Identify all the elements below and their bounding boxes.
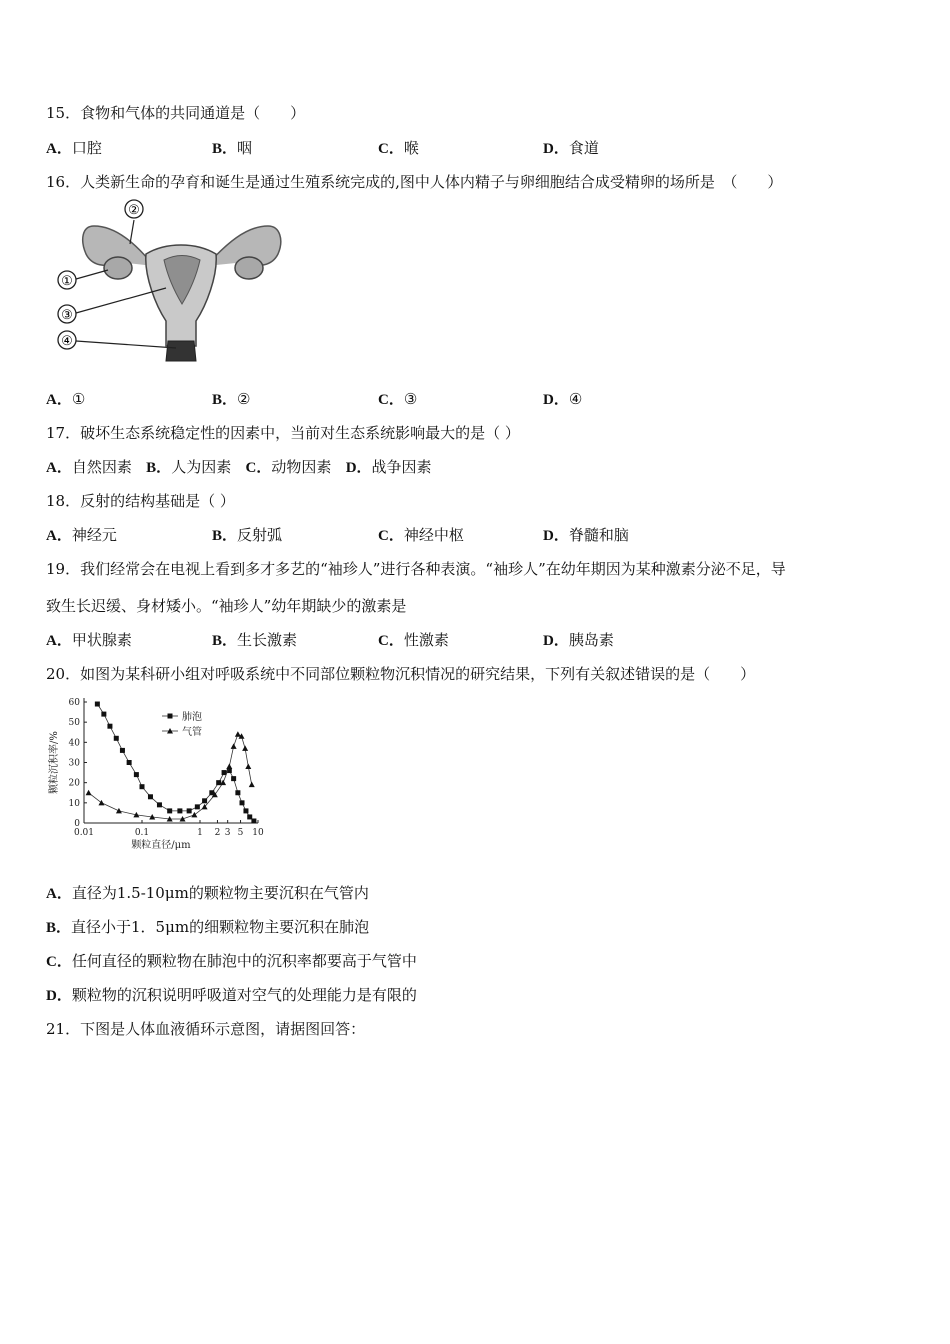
data-point-square	[202, 798, 207, 803]
data-point-square	[101, 712, 106, 717]
q16-option-c: C．③	[378, 390, 418, 408]
data-point-square	[235, 790, 240, 795]
x-tick-label: 0.01	[73, 828, 95, 838]
q15-stem: 15．食物和气体的共同通道是（ ）	[46, 104, 306, 122]
q19-stem-line1: 19．我们经常会在电视上看到多才多艺的“袖珍人”进行各种表演。“袖珍人”在幼年期因为某种激素分泌不足，导	[46, 560, 786, 578]
data-point-triangle	[86, 790, 92, 796]
data-point-square	[187, 808, 192, 813]
legend-marker-square	[168, 714, 173, 719]
figure-label-3: ③	[61, 308, 73, 323]
data-point-square	[134, 772, 139, 777]
figure-label-4: ④	[61, 334, 73, 349]
x-tick-label: 0.1	[134, 828, 150, 838]
q20-option-c: C．任何直径的颗粒物在肺泡中的沉积率都要高于气管中	[46, 952, 417, 970]
figure-label-1: ①	[61, 274, 73, 289]
x-tick-label: 3	[224, 828, 231, 838]
data-point-triangle	[249, 782, 255, 788]
data-point-square	[114, 736, 119, 741]
q18-option-c: C．神经中枢	[378, 526, 464, 544]
q16-stem: 16．人类新生命的孕育和诞生是通过生殖系统完成的,图中人体内精子与卵细胞结合成受精卵的场所是 （ ）	[46, 173, 783, 191]
q20-option-b: B．直径小于1．5μm的细颗粒物主要沉积在肺泡	[46, 918, 370, 936]
q19-option-c: C．性激素	[378, 631, 449, 649]
x-tick-label: 5	[237, 828, 244, 838]
q16-option-a: A．①	[46, 390, 86, 408]
q16-option-d: D．④	[543, 390, 583, 408]
y-tick-label: 40	[68, 738, 80, 749]
data-point-square	[120, 748, 125, 753]
data-point-triangle	[226, 764, 232, 770]
q20-option-d: D．颗粒物的沉积说明呼吸道对空气的处理能力是有限的	[46, 986, 417, 1004]
q18-option-a: A．神经元	[46, 526, 117, 544]
q19-option-b: B．生长激素	[212, 631, 298, 649]
y-tick-label: 60	[68, 698, 80, 708]
q18-stem: 18．反射的结构基础是（ ）	[46, 492, 235, 510]
legend-label-1: 气管	[182, 727, 202, 738]
y-tick-label: 20	[68, 778, 80, 789]
data-point-square	[195, 804, 200, 809]
data-point-triangle	[231, 743, 237, 749]
q17-stem: 17．破坏生态系统稳定性的因素中，当前对生态系统影响最大的是（ ）	[46, 424, 520, 442]
data-point-triangle	[242, 745, 248, 751]
q21-stem: 21．下图是人体血液循环示意图，请据图回答：	[46, 1020, 366, 1038]
particle-deposition-chart	[46, 692, 276, 867]
ovary-left	[104, 257, 132, 279]
data-point-square	[148, 794, 153, 799]
q19-stem-line2: 致生长迟缓、身材矮小。“袖珍人”幼年期缺少的激素是	[46, 597, 407, 615]
q15-option-c: C．喉	[378, 139, 419, 157]
data-point-triangle	[245, 764, 251, 770]
data-point-triangle	[235, 731, 241, 737]
data-point-square	[157, 802, 162, 807]
figure-label-2: ②	[128, 203, 140, 218]
q18-option-d: D．脊髓和脑	[543, 526, 629, 544]
q20-option-a: A．直径为1.5-10μm的颗粒物主要沉积在气管内	[46, 884, 369, 902]
y-tick-label: 50	[68, 718, 80, 729]
q19-option-a: A．甲状腺素	[46, 631, 132, 649]
data-point-square	[243, 808, 248, 813]
series-line-1	[89, 734, 252, 819]
q19-option-d: D．胰岛素	[543, 631, 614, 649]
y-tick-label: 10	[68, 798, 80, 809]
reproductive-system-figure	[46, 196, 311, 371]
data-point-square	[95, 702, 100, 707]
y-axis-label: 颗粒沉积率/%	[49, 731, 60, 794]
vagina	[166, 341, 196, 361]
ovary-right	[235, 257, 263, 279]
data-point-triangle	[191, 812, 197, 818]
data-point-square	[127, 760, 132, 765]
x-tick-label: 1	[197, 828, 203, 838]
q20-stem: 20．如图为某科研小组对呼吸系统中不同部位颗粒物沉积情况的研究结果，下列有关叙述错误的是（ ）	[46, 665, 756, 683]
legend-label-0: 肺泡	[182, 712, 202, 723]
q16-option-b: B．②	[212, 390, 251, 408]
x-tick-label: 2	[214, 828, 221, 838]
data-point-triangle	[116, 808, 122, 814]
data-point-square	[216, 780, 221, 785]
x-axis-label: 颗粒直径/μm	[131, 840, 191, 851]
y-tick-label: 0	[74, 819, 80, 829]
q15-option-d: D．食道	[543, 139, 599, 157]
data-point-square	[167, 808, 172, 813]
data-point-square	[231, 776, 236, 781]
x-tick-label: 10	[252, 828, 264, 838]
data-point-square	[251, 818, 256, 823]
q15-option-b: B．咽	[212, 139, 253, 157]
data-point-square	[140, 784, 145, 789]
data-point-square	[240, 800, 245, 805]
data-point-square	[107, 724, 112, 729]
q17-options: A．自然因素 B．人为因素 C．动物因素 D．战争因素	[46, 458, 432, 476]
y-tick-label: 30	[68, 758, 80, 769]
data-point-square	[177, 808, 182, 813]
q18-option-b: B．反射弧	[212, 526, 283, 544]
data-point-square	[222, 770, 227, 775]
q15-option-a: A．口腔	[46, 139, 102, 157]
